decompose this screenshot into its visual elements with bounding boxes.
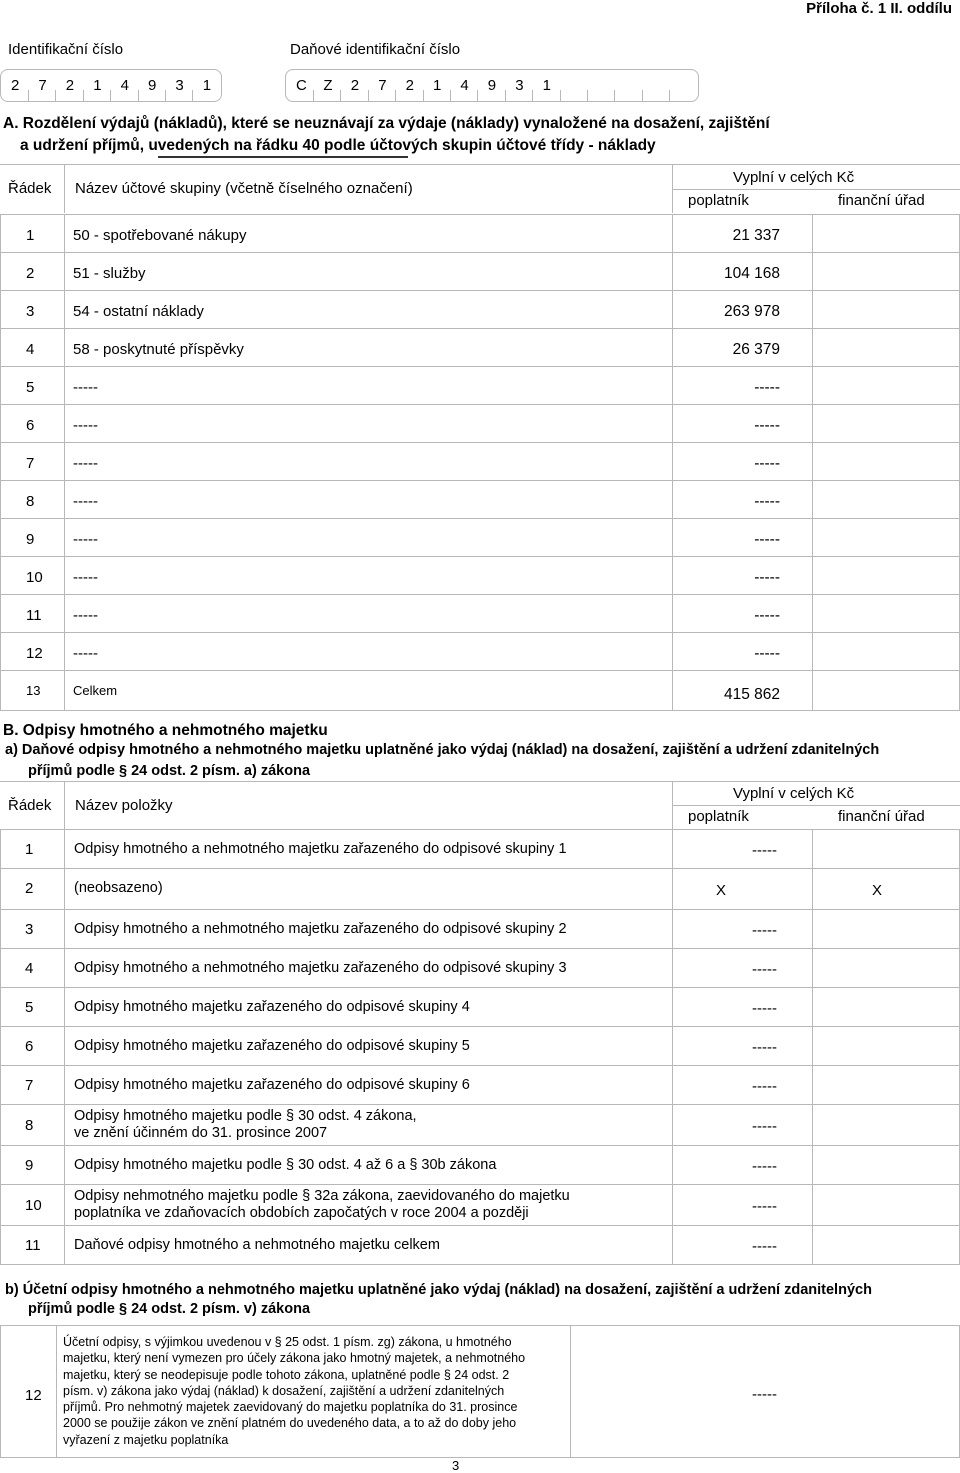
col-divider [812, 480, 813, 518]
payer-value[interactable]: X [716, 882, 727, 899]
digit-separator [395, 90, 396, 102]
col-divider [0, 1104, 1, 1145]
col-divider [64, 987, 65, 1026]
row-divider [0, 480, 960, 481]
item-name: Odpisy hmotného a nehmotného majetku zařazeného do odpisové skupiny 1 [74, 841, 567, 857]
digit-separator [505, 90, 506, 102]
row-divider [0, 594, 960, 595]
col-divider [812, 214, 813, 252]
digit-separator [110, 90, 111, 102]
payer-value[interactable]: ----- [754, 569, 780, 586]
item-name: Odpisy hmotného a nehmotného majetku zařazeného do odpisové skupiny 2 [74, 921, 567, 937]
divider [0, 1325, 960, 1326]
account-group-name: ----- [73, 455, 98, 472]
row-12-text-line: majetku, který není vymezen pro účely zákona jako hmotný majetek, a nehmotného [63, 1351, 526, 1366]
payer-value[interactable]: ----- [754, 607, 780, 624]
payer-value[interactable]: ----- [752, 1000, 777, 1017]
digit-cell: 9 [148, 77, 157, 94]
payer-value[interactable]: ----- [754, 455, 780, 472]
payer-value[interactable]: ----- [752, 1238, 777, 1255]
col-divider [0, 829, 1, 868]
col-divider [64, 948, 65, 987]
col-divider [812, 442, 813, 480]
digit-cell: 1 [93, 77, 102, 94]
row-divider [0, 1264, 960, 1265]
digit-separator [313, 90, 314, 102]
col-divider [812, 670, 813, 710]
digit-cell: 2 [405, 77, 414, 94]
digit-separator [560, 90, 561, 102]
row-number: 1 [26, 227, 35, 244]
col-header-office: finanční úřad [838, 808, 925, 825]
row-divider [0, 1104, 960, 1105]
col-divider [0, 632, 1, 670]
col-divider [672, 1184, 673, 1225]
digit-cell: 1 [433, 77, 442, 94]
col-divider [672, 290, 673, 328]
digit-cell: 3 [175, 77, 184, 94]
col-divider [672, 632, 673, 670]
col-divider [672, 518, 673, 556]
col-divider [672, 1225, 673, 1264]
col-divider [64, 1145, 65, 1184]
digit-separator [368, 90, 369, 102]
col-header-payer: poplatník [688, 808, 749, 825]
col-header-fill: Vyplní v celých Kč [733, 169, 855, 186]
col-divider [812, 987, 813, 1026]
row-divider [0, 1225, 960, 1226]
row-number: 4 [26, 341, 35, 358]
row-divider [0, 442, 960, 443]
col-divider [0, 1184, 1, 1225]
col-divider [570, 1326, 571, 1457]
row-divider [0, 556, 960, 557]
col-divider [0, 1145, 1, 1184]
col-divider [64, 868, 65, 909]
col-divider [64, 328, 65, 366]
attachment-label: Příloha č. 1 II. oddílu [806, 0, 952, 17]
row-12-text-line: příjmů. Pro nehmotný majetek zaevidovaný do majetku poplatníka do 31. prosince [63, 1400, 518, 1415]
account-group-name: ----- [73, 379, 98, 396]
col-divider [0, 987, 1, 1026]
payer-value[interactable]: ----- [752, 961, 777, 978]
col-header-office: finanční úřad [838, 192, 925, 209]
col-divider [812, 909, 813, 948]
id-label: Identifikační číslo [8, 41, 124, 58]
digit-cell: 2 [65, 77, 75, 94]
section-b-sub-b-line1: b) Účetní odpisy hmotného a nehmotného majetku uplatněné jako výdaj (náklad) na dosažení, zajištění a udržení zdanitelných [5, 1282, 872, 1298]
item-name-line2: ve znění účinném do 31. prosince 2007 [74, 1125, 328, 1141]
col-divider [672, 670, 673, 710]
col-divider [0, 290, 1, 328]
col-header-fill: Vyplní v celých Kč [733, 785, 855, 802]
digit-separator [340, 90, 341, 102]
col-divider [672, 987, 673, 1026]
col-divider [672, 594, 673, 632]
row-divider [0, 632, 960, 633]
account-group-name: 50 - spotřebované nákupy [73, 227, 247, 244]
col-divider [812, 1026, 813, 1065]
payer-value[interactable]: 26 379 [732, 341, 780, 358]
section-b-sub-a-line2: příjmů podle § 24 odst. 2 písm. a) zákona [28, 763, 311, 779]
payer-value[interactable]: ----- [754, 493, 780, 510]
digit-separator [587, 90, 588, 102]
row-divider [0, 987, 960, 988]
row-divider [0, 829, 960, 830]
account-group-name: ----- [73, 493, 98, 510]
col-divider [64, 442, 65, 480]
tax-id-number-field[interactable] [285, 69, 699, 102]
col-divider [672, 252, 673, 290]
col-divider [812, 1065, 813, 1104]
col-divider [672, 404, 673, 442]
item-name: Odpisy hmotného majetku zařazeného do odpisové skupiny 6 [74, 1077, 470, 1093]
item-name: Daňové odpisy hmotného a nehmotného majetku celkem [74, 1237, 440, 1253]
digit-separator [192, 90, 193, 102]
col-divider [64, 632, 65, 670]
section-a-title-line2: a udržení příjmů, uvedených na řádku 40 podle účtových skupin účtové třídy - náklady [20, 137, 656, 154]
account-group-name: 58 - poskytnuté příspěvky [73, 341, 244, 358]
col-divider [812, 829, 813, 868]
section-a-title-line1: A. Rozdělení výdajů (nákladů), které se neuznávají za výdaje (náklady) vynaložené na dosažení, zajištění [3, 115, 770, 132]
col-divider [0, 670, 1, 710]
col-divider [0, 1326, 1, 1457]
col-divider [0, 594, 1, 632]
col-divider [812, 366, 813, 404]
row-number: 2 [25, 880, 34, 897]
digit-cell: C [296, 77, 307, 94]
col-divider [0, 518, 1, 556]
account-group-name: Celkem [73, 683, 118, 698]
col-header-name: Název položky [75, 797, 173, 814]
col-divider [0, 442, 1, 480]
divider [0, 781, 960, 782]
account-group-name: ----- [73, 607, 98, 624]
col-divider [0, 252, 1, 290]
col-divider [64, 1104, 65, 1145]
row-number: 2 [26, 265, 35, 282]
payer-value[interactable]: ----- [752, 842, 777, 859]
payer-value[interactable]: ----- [752, 1039, 777, 1056]
col-divider [672, 214, 673, 252]
tax-id-label: Daňové identifikační číslo [290, 41, 461, 58]
section-b-sub-a-line1: a) Daňové odpisy hmotného a nehmotného majetku uplatněné jako výdaj (náklad) na dosažení, zajištění a udržení zdanitelných [5, 742, 880, 758]
row-divider [0, 1145, 960, 1146]
digit-separator [477, 90, 478, 102]
col-divider [64, 1184, 65, 1225]
row-number: 7 [26, 455, 35, 472]
row-divider [0, 948, 960, 949]
digit-cell: 3 [515, 77, 524, 94]
item-name-line1: Odpisy nehmotného majetku podle § 32a zákona, zaevidovaného do majetku [74, 1188, 570, 1204]
item-name: (neobsazeno) [74, 880, 163, 896]
payer-value[interactable]: ----- [752, 1198, 777, 1215]
col-divider [812, 1145, 813, 1184]
col-divider [64, 404, 65, 442]
digit-separator [28, 90, 29, 102]
col-divider [672, 1104, 673, 1145]
col-divider [672, 442, 673, 480]
header-vline [64, 165, 65, 213]
row-number: 3 [26, 303, 35, 320]
page-number: 3 [452, 1458, 460, 1473]
row-divider [0, 214, 960, 215]
digit-cell: 7 [38, 77, 47, 94]
col-divider [672, 1145, 673, 1184]
row-divider [0, 290, 960, 291]
col-divider [0, 328, 1, 366]
row-12-number: 12 [25, 1387, 42, 1404]
col-header-payer: poplatník [688, 192, 749, 209]
payer-value[interactable]: ----- [752, 1158, 777, 1175]
row-divider [0, 909, 960, 910]
col-divider [64, 518, 65, 556]
account-group-name: 51 - služby [73, 265, 146, 282]
item-name: Odpisy hmotného a nehmotného majetku zařazeného do odpisové skupiny 3 [74, 960, 567, 976]
col-divider [672, 556, 673, 594]
col-divider [64, 829, 65, 868]
row-divider [0, 518, 960, 519]
col-divider [0, 1026, 1, 1065]
digit-cell: 2 [350, 77, 360, 94]
row-number: 8 [26, 493, 35, 510]
id-number-field[interactable] [0, 69, 222, 102]
col-divider [0, 214, 1, 252]
office-value[interactable]: X [872, 882, 883, 899]
row-divider [0, 670, 960, 671]
col-header-row: Řádek [8, 180, 52, 197]
row-divider [0, 710, 960, 711]
header-subline [672, 189, 960, 190]
col-divider [64, 670, 65, 710]
account-group-name: ----- [73, 531, 98, 548]
digit-separator [423, 90, 424, 102]
digit-separator [532, 90, 533, 102]
digit-separator [642, 90, 643, 102]
row-number: 6 [26, 417, 35, 434]
col-divider [0, 404, 1, 442]
header-vline [672, 782, 673, 829]
digit-cell: 1 [202, 77, 212, 94]
col-header-name: Název účtové skupiny (včetně číselného označení) [75, 180, 413, 197]
row-divider [0, 328, 960, 329]
header-subline [672, 805, 960, 806]
account-group-name: ----- [73, 645, 98, 662]
col-divider [812, 252, 813, 290]
row-number: 8 [25, 1117, 34, 1134]
payer-value[interactable]: ----- [754, 417, 780, 434]
row-divider [0, 1184, 960, 1185]
row-divider [0, 366, 960, 367]
row-number: 6 [25, 1038, 34, 1055]
payer-value[interactable]: ----- [754, 645, 780, 662]
col-divider [0, 366, 1, 404]
col-divider [672, 366, 673, 404]
row-number: 5 [25, 999, 34, 1016]
row-number: 9 [25, 1157, 34, 1174]
col-divider [0, 909, 1, 948]
col-divider [0, 480, 1, 518]
digit-cell: 1 [542, 77, 551, 94]
row-number: 5 [26, 379, 35, 396]
col-divider [672, 1065, 673, 1104]
divider [0, 1457, 960, 1458]
col-header-row: Řádek [8, 797, 52, 814]
col-divider [64, 214, 65, 252]
digit-separator [669, 90, 670, 102]
col-divider [0, 556, 1, 594]
digit-cell: 4 [120, 77, 129, 94]
col-divider [672, 868, 673, 909]
col-divider [812, 518, 813, 556]
row-12-description [63, 1334, 525, 1448]
row-12-text-line: 2000 se použije zákon ve znění platném do uvedeného data, a to až do doby jeho [63, 1416, 517, 1431]
digit-separator [83, 90, 84, 102]
payer-value[interactable]: 104 168 [723, 265, 780, 282]
col-divider [672, 829, 673, 868]
col-divider [812, 948, 813, 987]
row-number: 11 [25, 1237, 41, 1254]
digit-separator [138, 90, 139, 102]
row-12-text-line: majetku, který se neodepisuje podle tohoto zákona, uplatněné podle § 24 odst. 2 [63, 1367, 510, 1382]
row-number: 11 [26, 607, 42, 624]
payer-value[interactable]: ----- [754, 379, 780, 396]
col-divider [672, 1026, 673, 1065]
underline-row40 [158, 156, 408, 158]
digit-cell: 4 [460, 77, 469, 94]
col-divider [64, 909, 65, 948]
col-divider [812, 1184, 813, 1225]
account-group-name: ----- [73, 569, 98, 586]
row-number: 3 [25, 921, 34, 938]
row-number: 12 [26, 645, 43, 662]
row-number: 4 [25, 960, 34, 977]
row-12-text-line: písm. v) zákona jako výdaj (náklad) k dosažení, zajištění a udržení zdanitelných [63, 1383, 505, 1398]
account-group-name: ----- [73, 417, 98, 434]
digit-cell: Z [323, 77, 333, 94]
row-divider [0, 1026, 960, 1027]
payer-value[interactable]: ----- [752, 1078, 777, 1095]
item-name: Odpisy hmotného majetku zařazeného do odpisové skupiny 5 [74, 1038, 470, 1054]
row-number: 1 [25, 841, 34, 858]
col-divider [0, 948, 1, 987]
col-divider [64, 594, 65, 632]
section-b-sub-b-line2: příjmů podle § 24 odst. 2 písm. v) zákona [28, 1301, 311, 1317]
row-number: 7 [25, 1077, 34, 1094]
digit-cell: 2 [11, 77, 20, 94]
col-divider [812, 556, 813, 594]
row-number: 10 [26, 569, 43, 586]
col-divider [0, 868, 1, 909]
row-divider [0, 404, 960, 405]
section-b-title: B. Odpisy hmotného a nehmotného majetku [3, 722, 328, 739]
col-divider [0, 1065, 1, 1104]
col-divider [812, 328, 813, 366]
row-divider [0, 868, 960, 869]
payer-value[interactable]: 263 978 [723, 303, 780, 320]
divider [0, 164, 960, 165]
col-divider [672, 480, 673, 518]
col-divider [672, 948, 673, 987]
col-divider [64, 1065, 65, 1104]
col-divider [672, 328, 673, 366]
header-vline [672, 165, 673, 213]
col-divider [812, 1225, 813, 1264]
item-name-line1: Odpisy hmotného majetku podle § 30 odst. 4 zákona, [74, 1108, 417, 1124]
row-12-text-line: vyřazení z majetku poplatníka [63, 1432, 229, 1447]
row-number: 13 [26, 683, 41, 698]
col-divider [64, 252, 65, 290]
row-number: 9 [26, 531, 35, 548]
item-name: Odpisy hmotného majetku zařazeného do odpisové skupiny 4 [74, 999, 470, 1015]
payer-value[interactable]: ----- [754, 531, 780, 548]
col-divider [812, 632, 813, 670]
digit-cell: 7 [378, 77, 387, 94]
col-divider [64, 1225, 65, 1264]
col-divider [64, 290, 65, 328]
account-group-name: 54 - ostatní náklady [73, 303, 204, 320]
payer-value[interactable]: 415 862 [723, 686, 780, 703]
payer-value[interactable]: 21 337 [732, 227, 780, 244]
digit-cell: 9 [487, 77, 497, 94]
col-divider [0, 1225, 1, 1264]
row-12-text-line: Účetní odpisy, s výjimkou uvedenou v § 25 odst. 1 písm. zg) zákona, u hmotného [63, 1335, 512, 1349]
payer-value[interactable]: ----- [752, 922, 777, 939]
header-vline [64, 782, 65, 829]
col-divider [64, 556, 65, 594]
col-divider [64, 480, 65, 518]
col-divider [812, 1104, 813, 1145]
col-divider [812, 594, 813, 632]
item-name: Odpisy hmotného majetku podle § 30 odst. 4 až 6 a § 30b zákona [74, 1157, 497, 1173]
payer-value[interactable]: ----- [752, 1118, 777, 1135]
col-divider [812, 868, 813, 909]
row-12-payer-value[interactable]: ----- [752, 1386, 777, 1403]
row-number: 10 [25, 1197, 42, 1214]
digit-separator [614, 90, 615, 102]
row-divider [0, 252, 960, 253]
row-divider [0, 1065, 960, 1066]
col-divider [56, 1326, 57, 1457]
col-divider [812, 404, 813, 442]
col-divider [812, 290, 813, 328]
col-divider [64, 1026, 65, 1065]
digit-separator [450, 90, 451, 102]
col-divider [64, 366, 65, 404]
digit-separator [55, 90, 56, 102]
col-divider [672, 909, 673, 948]
digit-separator [165, 90, 166, 102]
item-name-line2: poplatníka ve zdaňovacích obdobích započatých v roce 2004 a později [74, 1205, 529, 1221]
